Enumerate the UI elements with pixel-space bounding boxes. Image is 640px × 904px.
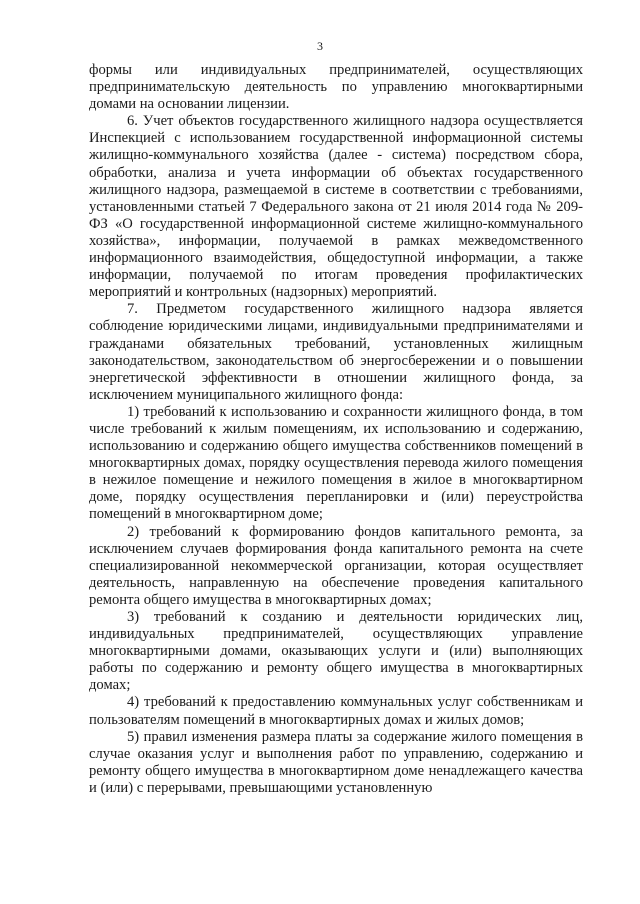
list-item-4: 4) требований к предоставлению коммунальных услуг собственникам и пользователям помещений в многоквартирных домах и жилых домов; bbox=[89, 694, 583, 728]
document-body bbox=[89, 62, 583, 797]
list-item-1: 1) требований к использованию и сохранности жилищного фонда, в том числе требований к жилым помещениям, их использованию и содержанию, использованию и содержанию общего имущества собственников помещений в многоквартирных домах, порядку осуществления перевода жилого помещения в нежилое помещение и нежилого помещения в жилое в многоквартирном доме, порядку осуществления перепланировки и (или) переустройства помещений в многоквартирном доме; bbox=[89, 403, 583, 523]
page-number: 3 bbox=[317, 39, 323, 53]
paragraph-continuation: формы или индивидуальных предпринимателей, осуществляющих предпринимательскую деятельность по управлению многоквартирными домами на основании лицензии. bbox=[89, 62, 583, 113]
paragraph-7-subject: 7. Предметом государственного жилищного надзора является соблюдение юридическими лицами, индивидуальными предпринимателями и гражданами обязательных требований, установленных жилищным законодательством, законодательством об энергосбережении и о повышении энергетической эффективности в отношении жилищного фонда, за исключением муниципального жилищного фонда: bbox=[89, 301, 583, 403]
list-item-3: 3) требований к созданию и деятельности юридических лиц, индивидуальных предпринимателей, осуществляющих управление многоквартирными домами, оказывающих услуги и (или) выполняющих работы по содержанию и ремонту общего имущества в многоквартирных домах; bbox=[89, 609, 583, 694]
list-item-5: 5) правил изменения размера платы за содержание жилого помещения в случае оказания услуг и выполнения работ по управлению, содержанию и ремонту общего имущества в многоквартирном доме ненадлежащего качества и (или) с перерывами, превышающими установленную bbox=[89, 728, 583, 796]
paragraph-6-accounting: 6. Учет объектов государственного жилищного надзора осуществляется Инспекцией с использованием государственной информационной системы жилищно-коммунального хозяйства (далее - система) посредством сбора, обработки, анализа и учета информации об объектах государственного жилищного надзора, размещаемой в системе в соответствии с требованиями, установленными статьей 7 Федерального закона от 21 июля 2014 года № 209-ФЗ «О государственной информационной системе жилищно-коммунального хозяйства», информации, получаемой в рамках межведомственного информационного взаимодействия, общедоступной информации, а также информации, получаемой по итогам проведения профилактических мероприятий и контрольных (надзорных) мероприятий. bbox=[89, 113, 583, 301]
list-item-2: 2) требований к формированию фондов капитального ремонта, за исключением случаев формирования фонда капитального ремонта на счете специализированной некоммерческой организации, которая осуществляет деятельность, направленную на обеспечение проведения капитального ремонта общего имущества в многоквартирных домах; bbox=[89, 523, 583, 608]
